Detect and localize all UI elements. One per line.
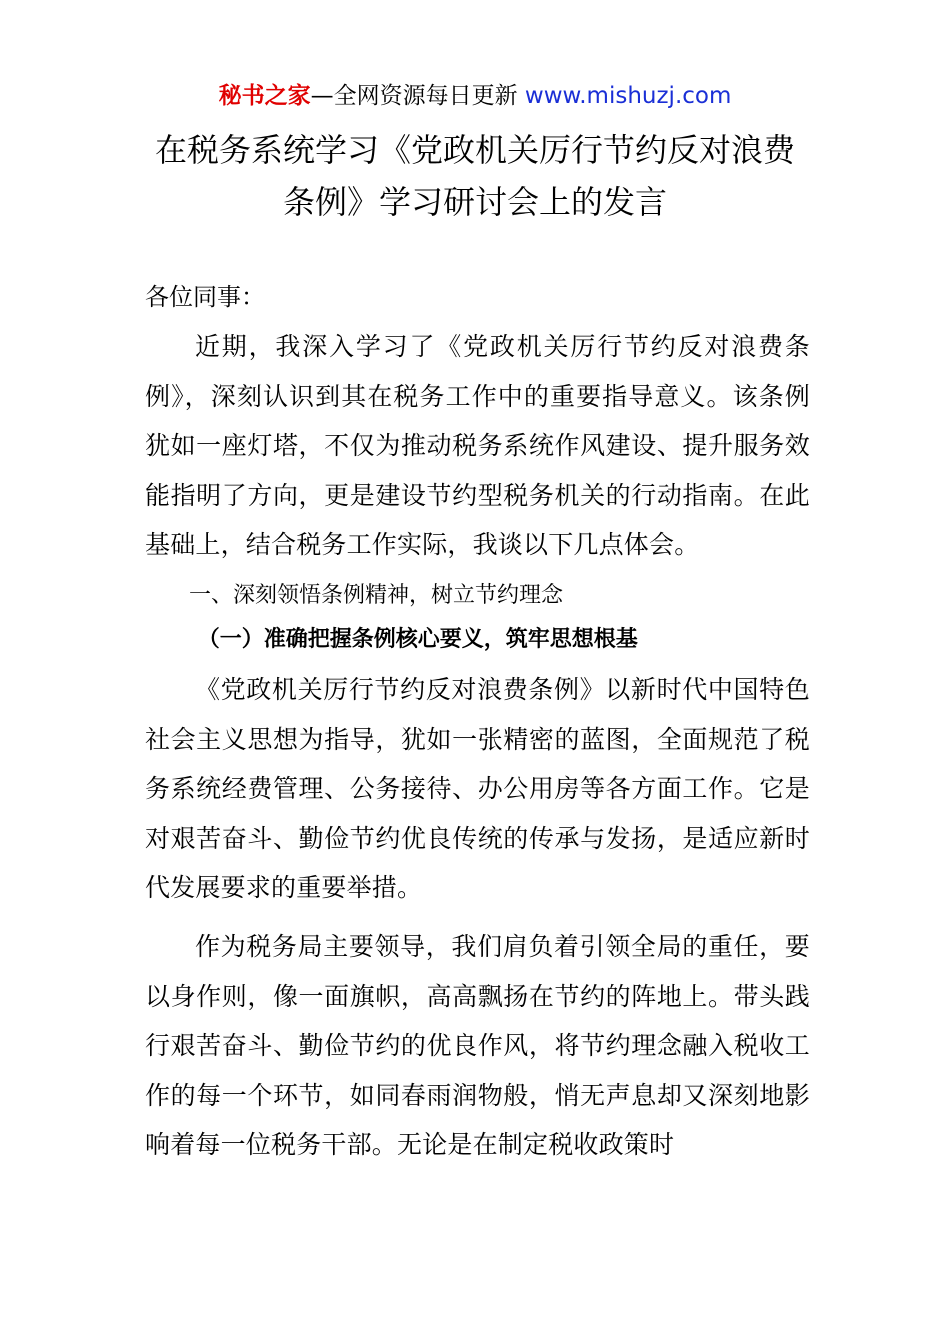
document-title (0, 124, 950, 228)
salutation: 各位同事： (145, 283, 265, 311)
paragraph-intro: 近期，我深入学习了《党政机关厉行节约反对浪费条例》，深刻认识到其在税务工作中的重要指导意义。该条例犹如一座灯塔，不仅为推动税务系统作风建设、提升服务效能指明了方向，更是建设节约型税务机关的行动指南。在此基础上，结合税务工作实际，我谈以下几点体会。 (145, 332, 810, 560)
subsection-heading-1: （一）准确把握条例核心要义，筑牢思想根基 (197, 626, 638, 652)
section-heading-1: 一、深刻领悟条例精神，树立节约理念 (189, 582, 564, 608)
site-url[interactable]: www.mishuzj.com (524, 83, 732, 109)
document-body (145, 268, 810, 1179)
site-header (0, 80, 950, 112)
paragraph-3: 作为税务局主要领导，我们肩负着引领全局的重任，要以身作则，像一面旗帜，高高飘扬在节约的阵地上。带头践行艰苦奋斗、勤俭节约的优良作风，将节约理念融入税收工作的每一个环节，如同春雨润物般，悄无声息却又深刻地影响着每一位税务干部。无论是在制定税收政策时 (145, 931, 810, 1160)
site-tagline: —全网资源每日更新 (310, 83, 525, 109)
title-line-1: 在税务系统学习《党政机关厉行节约反对浪费 (154, 131, 795, 169)
title-line-2: 条例》学习研讨会上的发言 (282, 183, 667, 221)
paragraph-2: 《党政机关厉行节约反对浪费条例》以新时代中国特色社会主义思想为指导，犹如一张精密的蓝图，全面规范了税务系统经费管理、公务接待、办公用房等各方面工作。它是对艰苦奋斗、勤俭节约优良传统的传承与发扬，是适应新时代发展要求的重要举措。 (145, 674, 810, 903)
site-brand: 秘书之家 (218, 83, 311, 109)
